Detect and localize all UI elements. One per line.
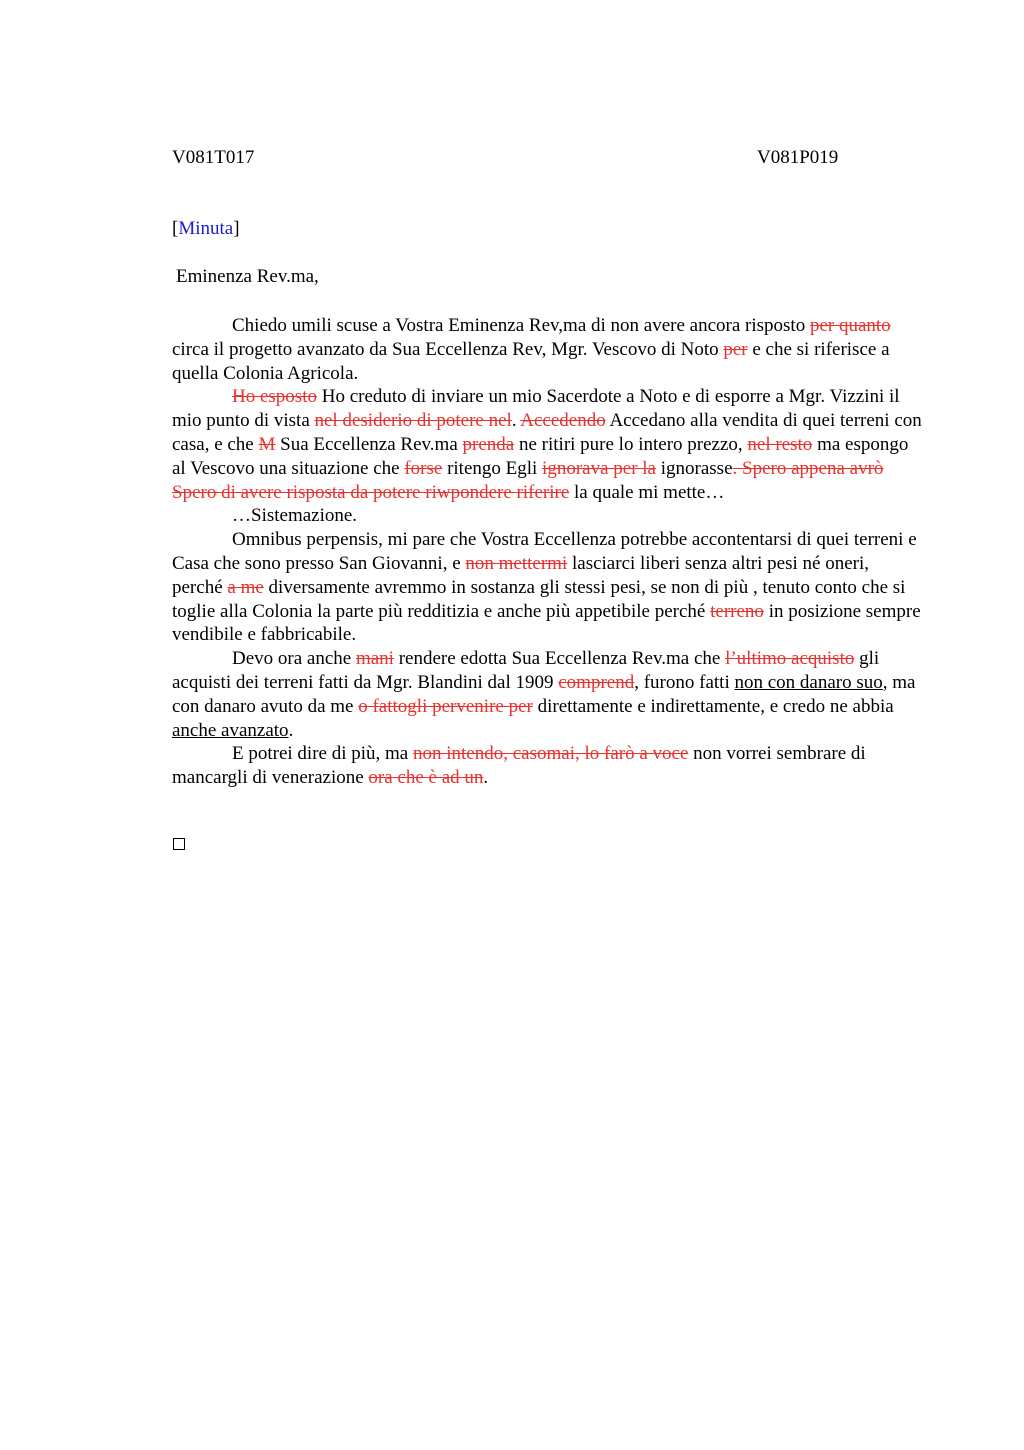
deleted-text: M [258, 433, 276, 455]
text-run: e che si riferisce a quella Colonia Agricola. [172, 338, 890, 384]
paragraph-5 [172, 647, 924, 742]
empty-checkbox-glyph [173, 838, 185, 850]
letter-body [172, 314, 924, 790]
deleted-text: forse [404, 457, 443, 479]
deleted-text: ignorava per la [542, 457, 656, 479]
underlined-text: non con danaro suo [734, 671, 883, 693]
document-code-left: V081T017 [172, 147, 255, 168]
text-run: , furono fatti [634, 671, 735, 693]
deleted-text: per quanto [809, 315, 891, 336]
paragraph-2 [172, 385, 924, 504]
draft-label [172, 218, 240, 240]
deleted-text: prenda [462, 433, 515, 455]
salutation: Eminenza Rev.ma, [176, 266, 319, 287]
text-run: Ho creduto di inviare un mio Sacerdote a Noto e di esporre a Mgr. Vizzini il mio punto di vista [172, 386, 900, 432]
text-run: in posizione sempre vendibile e fabbricabile. [172, 600, 921, 646]
text-run: ignorasse [656, 457, 733, 479]
deleted-text: ora che è ad un [368, 767, 484, 789]
deleted-text: per [723, 338, 748, 360]
text-run: ne ritiri pure lo intero prezzo, [514, 433, 748, 455]
deleted-text: nel resto [747, 433, 813, 455]
deleted-text: terreno [710, 600, 764, 622]
deleted-text: Accedendo [520, 410, 606, 432]
text-run: . [511, 410, 521, 432]
underlined-text: anche avanzato [172, 719, 289, 741]
deleted-text: a me [227, 576, 264, 598]
deleted-text: non intendo, casomai, lo farò a voce [412, 743, 689, 765]
text-run: direttamente e indirettamente, e credo ne abbia [532, 695, 894, 717]
text-run: Devo ora anche [232, 648, 356, 670]
text-run: circa il progetto avanzato da Sua Eccellenza Rev, Mgr. Vescovo di Noto [172, 338, 724, 360]
text-run: non vorrei sembrare di mancargli di venerazione [172, 743, 866, 789]
deleted-text: mani [355, 648, 394, 670]
document-code-right: V081P019 [757, 147, 839, 168]
deleted-text: nel desiderio di potere nel [314, 410, 512, 432]
text-run: la quale mi mette… [569, 481, 725, 503]
text-run: E potrei dire di più, ma [232, 743, 413, 765]
document-page [172, 0, 924, 1450]
text-run: diversamente avremmo in sostanza gli stessi pesi, se non di più , tenuto conto che si toglie alla Colonia la parte più redditizia e anche più appetibile perché [172, 576, 906, 622]
text-run: lasciarci liberi senza altri pesi né oneri, perché [172, 552, 869, 598]
deleted-text: non mettermi [465, 552, 568, 574]
text-run: Omnibus perpensis, mi pare che Vostra Eccellenza potrebbe accontentarsi di quei terreni e Casa che sono presso San Giovanni, e [172, 529, 917, 574]
text-run: ritengo Egli [442, 457, 543, 479]
paragraph-4 [172, 528, 924, 647]
draft-label-open-bracket: [ [172, 218, 179, 239]
text-run: …Sistemazione. [232, 505, 358, 527]
text-run: gli acquisti dei terreni fatti da Mgr. Blandini dal 1909 [172, 648, 880, 693]
text-run: , ma con danaro avuto da me [172, 671, 916, 717]
deleted-text: l’ultimo acquisto [725, 648, 855, 670]
deleted-text: o fattogli pervenire per [358, 695, 533, 717]
draft-label-close-bracket: ] [233, 218, 240, 239]
text-run: Chiedo umili scuse a Vostra Eminenza Rev,ma di non avere ancora risposto [232, 315, 810, 336]
draft-label-text: Minuta [178, 218, 234, 239]
text-run: Sua Eccellenza Rev.ma [275, 433, 463, 455]
paragraph-6 [172, 742, 924, 790]
deleted-text: Ho esposto [232, 386, 317, 408]
paragraph-1 [172, 314, 924, 385]
deleted-text: . Spero appena avrò Spero di avere risposta da potere riwpondere riferire [172, 457, 884, 503]
text-run: ma espongo al Vescovo una situazione che [172, 433, 909, 479]
text-run: Accedano alla vendita di quei terreni con casa, e che [172, 410, 922, 455]
text-run: . [288, 719, 294, 741]
paragraph-3 [172, 504, 924, 528]
text-run: rendere edotta Sua Eccellenza Rev.ma che [393, 648, 726, 670]
text-run: . [483, 767, 489, 789]
deleted-text: comprend [558, 671, 635, 693]
